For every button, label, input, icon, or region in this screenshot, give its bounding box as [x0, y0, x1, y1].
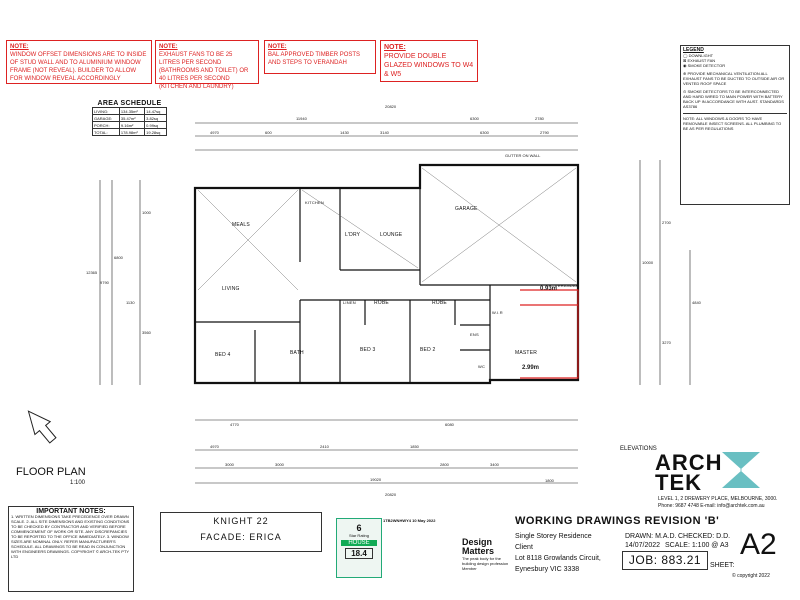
- dim-text: 3140: [380, 130, 389, 135]
- room-label: MASTER: [515, 350, 538, 356]
- dim-text: 4770: [230, 422, 239, 427]
- note-title: NOTE:: [159, 44, 178, 50]
- note-title: NOTE:: [10, 44, 29, 50]
- note-text: EXHAUST FANS TO BE 25 LITRES PER SECOND (BATHROOMS AND TOILET) OR 40 LITRES PER SECOND (KITCHEN AND LAUNDRY): [159, 52, 249, 90]
- project-name: KNIGHT 22: [213, 516, 269, 526]
- room-label: LOUNGE: [380, 232, 403, 238]
- room-label: MEALS: [232, 222, 250, 228]
- dim-text: 4970: [210, 130, 219, 135]
- room-label: ROBE: [374, 300, 389, 306]
- gutter-label: GUTTER ON WALL: [505, 153, 541, 158]
- legend-item: ⊕ PROVIDE MECHANICAL VENTILATION ALL EXHAUST FANS TO BE DUCTED TO OUTSIDE AIR OR VENTED ROOF SPACE: [683, 71, 785, 86]
- star-label: Star Rating: [348, 533, 369, 538]
- dim-text: 1130: [126, 300, 135, 305]
- dim-text: 3000: [225, 462, 234, 467]
- dim-text: 12365: [86, 270, 98, 275]
- dim-text: 10000: [642, 260, 654, 265]
- verandah-dim: 2.99m: [522, 365, 540, 371]
- plan-title: FLOOR PLAN: [16, 466, 86, 478]
- legend-label: EXHAUST FAN: [687, 58, 716, 63]
- suburb: Eynesbury VIC 3338: [515, 566, 580, 573]
- sheet-size: A2: [740, 528, 777, 561]
- lot-address: Lot 8118 Growlands Circuit,: [515, 555, 601, 562]
- copyright: © copyright 2022: [732, 573, 770, 579]
- cell: LIVING:: [93, 108, 120, 115]
- dim-text: 20820: [385, 104, 397, 109]
- cell: 14.47sq: [145, 108, 167, 115]
- dim-text: 11940: [296, 116, 307, 121]
- design-matters-member: Member: [462, 566, 477, 571]
- cell: 19.28sq: [145, 129, 167, 136]
- dim-text: 19020: [370, 477, 382, 482]
- dim-text: 9790: [100, 280, 109, 285]
- room-label: VERANDAH: [555, 283, 579, 288]
- cell: 0.99sq: [145, 122, 167, 129]
- room-label: LINEN: [343, 300, 356, 305]
- room-label: KITCHEN: [305, 200, 324, 205]
- room-label: LIVING: [222, 286, 240, 292]
- dim-text: 3000: [275, 462, 284, 467]
- design-matters-name: Design Matters: [462, 537, 495, 556]
- drawn-by: DRAWN: M.A.D.: [625, 533, 677, 540]
- cell: TOTAL:: [93, 129, 120, 136]
- dim-text: 3270: [662, 340, 671, 345]
- scale: SCALE: 1:100 @ A3: [665, 542, 729, 549]
- note-text: BAL APPROVED TIMBER POSTS AND STEPS TO VERANDAH: [268, 52, 361, 66]
- dim-text: 1850: [410, 444, 419, 449]
- note-title: NOTE:: [268, 44, 287, 50]
- dim-text: 1800: [545, 478, 554, 483]
- archtek-name-line1: ARCH: [655, 450, 723, 475]
- cell: GARAGE:: [93, 115, 120, 122]
- energy-rating-badge: [336, 518, 382, 578]
- dim-text: 4840: [692, 300, 701, 305]
- rating-number: 18.4: [345, 548, 373, 559]
- elevations-label: ELEVATIONS: [620, 446, 657, 452]
- house-label: HOUSE: [341, 540, 377, 546]
- project-name-box: [160, 512, 322, 552]
- legend-label: SMOKE DETECTORS TO BE INTERCONNECTED AND HARD WIRED TO MAIN POWER WITH BATTERY BACK UP IN ACCORDANCE WITH AUST. STANDARDS AS3786: [683, 89, 784, 109]
- dim-text: 2410: [320, 444, 329, 449]
- room-label: BED 4: [215, 352, 231, 358]
- legend-label: SMOKE DETECTOR: [687, 63, 726, 68]
- important-notes: [8, 506, 134, 592]
- room-label: ROBE: [432, 300, 447, 306]
- legend-item: ◯ DOWNLIGHT: [683, 53, 714, 58]
- legend-label: PROVIDE MECHANICAL VENTILATION ALL EXHAUST FANS TO BE DUCTED TO OUTSIDE AIR OR VENTED ROOF SPACE: [683, 71, 785, 86]
- dim-text: 1430: [340, 130, 349, 135]
- facade-name: FACADE: ERICA: [200, 532, 282, 542]
- dim-text: 6080: [445, 422, 454, 427]
- legend-label: DOWNLIGHT: [688, 53, 714, 58]
- room-label: ENS: [470, 332, 479, 337]
- cell: 134.35m²: [119, 108, 144, 115]
- room-label: BED 2: [420, 347, 436, 353]
- dim-text: 2780: [535, 116, 544, 121]
- dim-text: 2790: [540, 130, 549, 135]
- legend-note: NOTE: ALL WINDOWS & DOORS TO HAVE REMOVABLE INSECT SCREENS. ALL PLUMBING TO BE AS PER REGULATIONS: [683, 113, 787, 131]
- contact-line: Phone: 9687 4748 E-mail: info@archtek.com.au: [658, 503, 765, 509]
- room-label: WC: [478, 364, 486, 369]
- room-label: BED 3: [360, 347, 376, 353]
- certificate-id: 1TB2WNHWY4 10 May 2022: [383, 518, 436, 523]
- important-notes-text: 1. WRITTEN DIMENSIONS TAKE PRECEDENCE OVER DRAWN SCALE. 2. ALL SITE DIMENSIONS AND EXISTING CONDITIONS TO BE CHECKED BY CONTRACTOR AND VERIFIED BEFORE COMMENCEMENT OF WORK OR SITE. ANY DISCREPANCIES TO BE REPORTED TO THE OFFICE IMMEDIATELY. 3. WINDOW SIZES ARE NOMINAL ONLY. REFER MANUFACTURER'S SCHEDULE. ALL DRAWINGS TO BE READ IN CONJUNCTION WITH ENGINEERS DRAWINGS. COPYRIGHT © ARCH-TEK PTY LTD: [11, 514, 130, 559]
- archtek-name: [655, 450, 723, 495]
- cell: PORCH:: [93, 122, 120, 129]
- checked-by: CHECKED: D.D.: [678, 533, 731, 540]
- room-label: GARAGE: [455, 206, 478, 212]
- area-schedule-title: AREA SCHEDULE: [97, 100, 162, 107]
- cell: 35.47m²: [119, 115, 144, 122]
- design-matters-logo: [462, 520, 510, 571]
- dim-text: 3560: [142, 330, 151, 335]
- dim-text: 600: [265, 130, 272, 135]
- room-label: L'DRY: [345, 232, 361, 238]
- description: Single Storey Residence: [515, 533, 592, 540]
- client: Client: [515, 544, 533, 551]
- archtek-name-line2: TEK: [655, 470, 702, 495]
- archtek-logo-mark: [722, 452, 760, 488]
- energy-certificate: [383, 518, 467, 576]
- legend-item: ⊠ EXHAUST FAN: [683, 58, 716, 63]
- dim-text: 1000: [142, 210, 151, 215]
- cell: 9.16m²: [119, 122, 144, 129]
- job-number: JOB: 883.21: [622, 551, 708, 570]
- dim-text: 6300: [470, 116, 479, 121]
- dim-text: 2800: [440, 462, 449, 467]
- dim-text: 6300: [480, 130, 489, 135]
- verandah-dim: 0.93m: [540, 286, 558, 292]
- dim-text: 6800: [114, 255, 123, 260]
- address-line: LEVEL 1, 2 DREWERY PLACE, MELBOURNE, 3000.: [658, 496, 778, 502]
- dim-text: 3400: [490, 462, 499, 467]
- dim-text: 4970: [210, 444, 219, 449]
- legend-item: ⊙ SMOKE DETECTORS TO BE INTERCONNECTED AND HARD WIRED TO MAIN POWER WITH BATTERY BACK UP IN ACCORDANCE WITH AUST. STANDARDS AS3786: [683, 89, 784, 109]
- legend-item: ◉ SMOKE DETECTOR: [683, 63, 726, 68]
- note-title: NOTE:: [384, 44, 406, 51]
- note-text: WINDOW OFFSET DIMENSIONS ARE TO INSIDE OF STUD WALL AND TO ALUMINIUM WINDOW FRAME (NOT REVEAL). BUILDER TO ALLOW FOR WINDOW REVEAL ACCORDINGLY: [10, 52, 147, 82]
- archtek-address: [658, 496, 777, 510]
- sheet-label: SHEET:: [710, 562, 735, 569]
- important-notes-title: IMPORTANT NOTES:: [36, 508, 106, 515]
- revision-title: WORKING DRAWINGS REVISION 'B': [515, 515, 720, 527]
- room-label: W.I.R: [492, 310, 503, 315]
- design-matters-sub: The peak body for the building design profession: [462, 556, 509, 566]
- note-text: PROVIDE DOUBLE GLAZED WINDOWS TO W4 & W5: [384, 53, 474, 78]
- date: 14/07/2022: [625, 542, 661, 549]
- cell: 178.98m²: [119, 129, 144, 136]
- room-label: BATH: [290, 350, 304, 356]
- plan-scale: 1:100: [70, 480, 86, 486]
- legend-title: LEGEND: [683, 47, 704, 53]
- star-count: 6: [356, 523, 362, 533]
- cell: 3.82sq: [145, 115, 167, 122]
- dim-text: 2700: [662, 220, 671, 225]
- dim-text: 20820: [385, 492, 397, 497]
- north-arrow: [21, 405, 61, 447]
